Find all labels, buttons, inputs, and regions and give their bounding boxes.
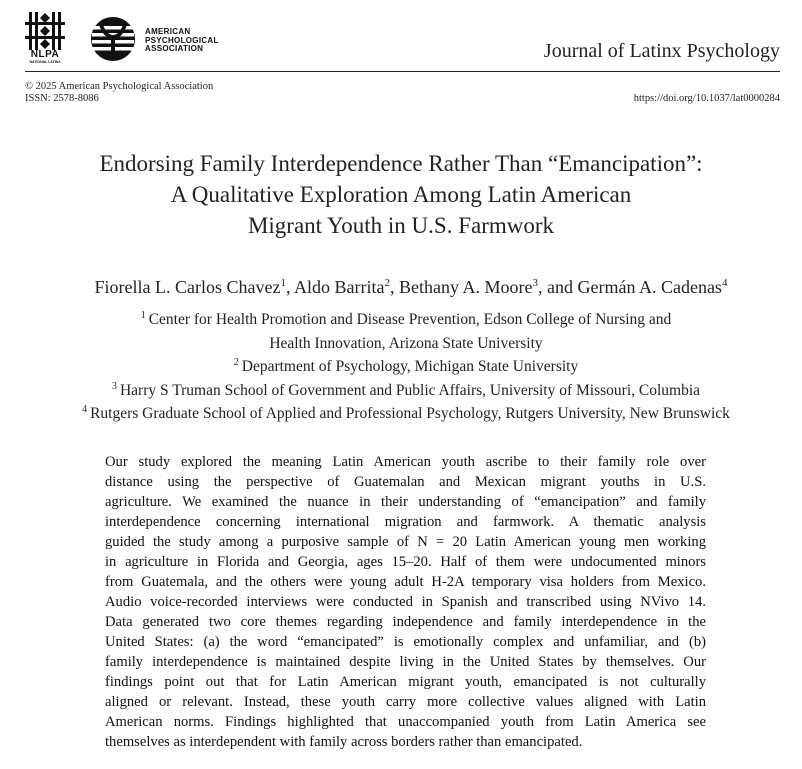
author-affiliation-mark: 4: [721, 277, 728, 289]
abstract-line: interdependence concerning international migration and farmwork. A thematic analysis: [105, 514, 706, 530]
affiliation-mark: 4: [82, 404, 88, 415]
author-name: Germán A. Cadenas: [577, 277, 722, 297]
affiliation-item: [0, 308, 802, 332]
affiliation-item: [0, 355, 802, 379]
abstract-line: in agriculture in Florida and Georgia, ages 15–20. Half of them were undocumented minors: [105, 554, 706, 570]
affiliation-mark: 1: [140, 310, 146, 321]
affiliation-item: [0, 379, 802, 403]
apa-wordmark-line: PSYCHOLOGICAL: [145, 35, 219, 45]
issn-text: ISSN: 2578-8086: [25, 93, 99, 104]
affiliation-item-continued: [0, 332, 802, 356]
abstract-line: American norms. Findings highlighted that unaccompanied youth from Latin America see: [105, 714, 706, 730]
author-list: [0, 277, 802, 298]
apa-wordmark: [145, 28, 219, 54]
affiliation-list: [0, 308, 802, 426]
author-separator: ,: [286, 277, 295, 297]
publication-meta: [25, 81, 213, 105]
title-line: Endorsing Family Interdependence Rather Than “Emancipation”:: [99, 151, 703, 176]
affiliation-mark: 2: [233, 357, 239, 368]
abstract-line: family interdependence is maintained despite living in the United States by themselves. Our: [105, 654, 706, 670]
abstract: [105, 452, 706, 752]
author-name: Fiorella L. Carlos Chavez: [94, 277, 281, 297]
nlpa-wordmark: NLPA: [30, 49, 60, 60]
apa-wordmark-line: AMERICAN: [145, 27, 191, 36]
copyright-text: © 2025 American Psychological Association: [25, 81, 214, 92]
abstract-line: distance using the perspective of Guatemalan and Mexican migrant youths in U.S.: [105, 474, 706, 490]
affiliation-text: Health Innovation, Arizona State University: [269, 334, 543, 352]
journal-name: Journal of Latinx Psychology: [543, 40, 780, 62]
title-line: A Qualitative Exploration Among Latin American: [170, 182, 632, 207]
abstract-line: findings point out that for Latin American migrant youth, emancipated is not culturally: [105, 674, 706, 690]
title-line: Migrant Youth in U.S. Farmwork: [247, 213, 555, 238]
abstract-line: Our study explored the meaning Latin American youth ascribe to their family role over: [105, 454, 706, 470]
affiliation-text: Department of Psychology, Michigan State University: [241, 358, 579, 375]
abstract-line: agriculture. We examined the nuance in their understanding of “emancipation” and family: [105, 494, 706, 510]
nlpa-subtext: NATIONAL LATINX: [29, 60, 61, 64]
abstract-line: from Guatemala, and the others were young adult H-2A temporary visa holders from Mexico.: [105, 574, 706, 590]
abstract-line: themselves as interdependent with family across borders rather than emancipated.: [105, 734, 583, 750]
doi-link[interactable]: https://doi.org/10.1037/lat0000284: [633, 93, 780, 104]
abstract-line: guided the study among a purposive sample of N = 20 Latin American young men working: [105, 534, 706, 550]
author-affiliation-mark: 2: [384, 277, 390, 289]
abstract-line: United States: (a) the word “emancipated” is emotionally complex and unfamiliar, and (b): [105, 634, 706, 650]
affiliation-mark: 3: [111, 380, 117, 392]
author-name: Aldo Barrita: [294, 277, 385, 297]
affiliation-text: Harry S Truman School of Government and Public Affairs, University of Missouri, Columbia: [119, 381, 701, 399]
abstract-line: Audio voice-recorded interviews were conducted in Spanish and transcribed using NVivo 14.: [105, 594, 706, 610]
affiliation-item: [0, 402, 802, 426]
author-affiliation-mark: 1: [280, 277, 286, 289]
abstract-line: aligned or relevant. Instead, these youth carry more collective values aligned with Latin: [105, 694, 706, 710]
author-separator: , and: [537, 277, 578, 297]
article-title: [0, 148, 802, 241]
author-separator: ,: [390, 277, 399, 297]
abstract-line: Data generated two core themes regarding independence and family interdependence in the: [105, 614, 706, 630]
header-divider: [25, 71, 780, 72]
apa-wordmark-line: ASSOCIATION: [145, 44, 204, 53]
author-affiliation-mark: 3: [532, 277, 538, 289]
nlpa-logo-text: [24, 50, 66, 65]
affiliation-text: Center for Health Promotion and Disease Prevention, Edson College of Nursing and: [148, 311, 672, 328]
author-name: Bethany A. Moore: [399, 277, 533, 297]
affiliation-text: Rutgers Graduate School of Applied and Professional Psychology, Rutgers University, New Brunswick: [90, 405, 730, 422]
apa-logo-icon: [90, 16, 136, 62]
